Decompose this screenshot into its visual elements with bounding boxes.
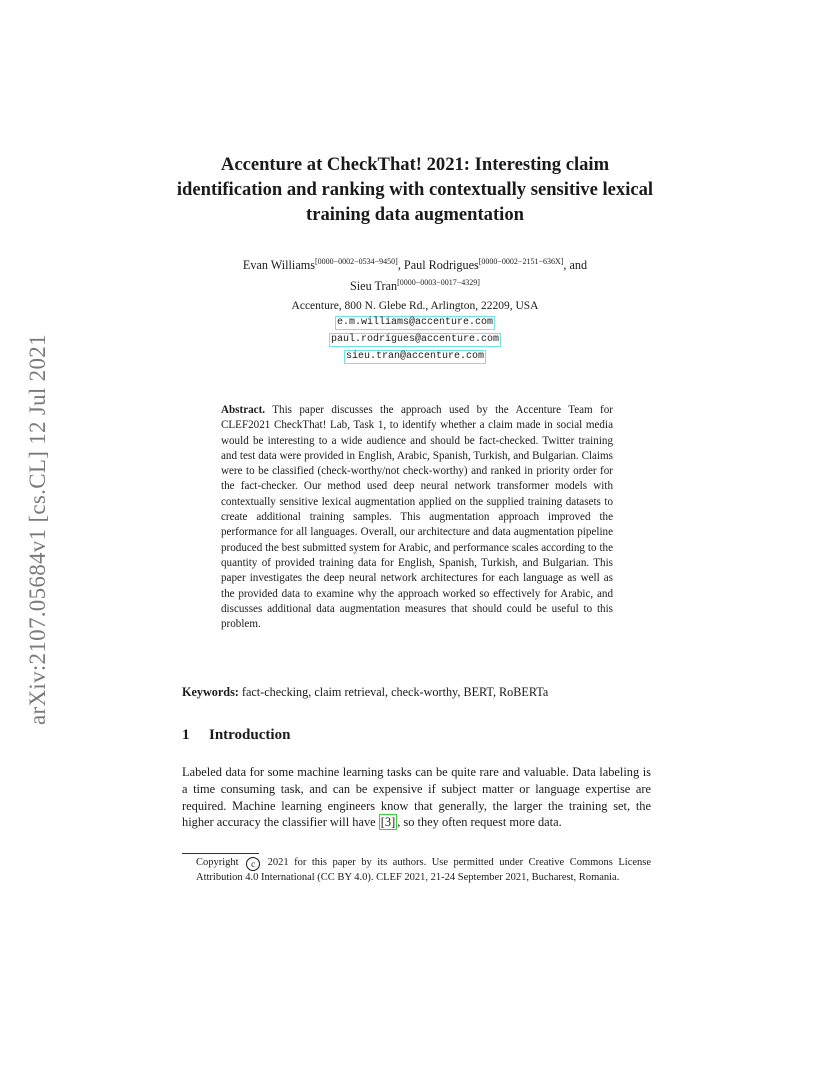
- author-separator: , and: [563, 258, 588, 272]
- orcid-id[interactable]: [0000−0003−0017−4329]: [397, 278, 480, 287]
- affiliation: Accenture, 800 N. Glebe Rd., Arlington, 22209, USA: [291, 300, 539, 312]
- citation-link[interactable]: [3]: [380, 815, 396, 830]
- author-list: [180, 253, 650, 295]
- author-name: Evan Williams: [242, 258, 315, 272]
- email-link[interactable]: e.m.williams@accenture.com: [336, 317, 494, 328]
- author-separator: ,: [397, 258, 404, 272]
- abstract-text: This paper discusses the approach used by the Accenture Team for CLEF2021 CheckThat! Lab, Task 1, to identify whether a claim made in social media would be interesting to a wide audience and should be fact-checked. Twitter training and test data were provided in English, Arabic, Spanish, Turkish, and Bulgarian. Claims were to be classified (check-worthy/not check-worthy) and ranked in priority order for the fact-checker. Our method used deep neural network transformer models with contextually sensitive lexical augmentation applied on the supplied training datasets to create additional training samples. This augmentation approach improved the performance for all languages. Overall, our architecture and data augmentation pipeline produced the best submitted system for Arabic, and performance scales according to the quantity of provided training data for English, Spanish, Turkish, and Bulgarian. This paper investigates the deep neural network architectures for each language as well as the provided data to examine why the approach worked so effectively for Arabic, and discusses additional data augmentation measures that should could be useful to this problem.: [221, 404, 613, 631]
- abstract-label: Abstract.: [221, 404, 266, 416]
- arxiv-identifier: arXiv:2107.05684v1 [cs.CL] 12 Jul 2021: [25, 334, 50, 726]
- author-name: Sieu Tran: [350, 279, 398, 293]
- orcid-id[interactable]: [0000−0002−0534−9450]: [314, 257, 398, 266]
- orcid-id[interactable]: [0000−0002−2151−636X]: [478, 257, 564, 266]
- footnote-rule: [182, 853, 259, 854]
- author-name: Paul Rodrigues: [403, 258, 479, 272]
- paper-title: Accenture at CheckThat! 2021: Interesting claim identification and ranking with contextually sensitive lexical training data augmentation: [176, 154, 654, 225]
- keywords-label: Keywords:: [182, 685, 239, 699]
- footnote: [196, 856, 651, 886]
- section-heading: [182, 727, 290, 744]
- copyright-icon: c: [246, 857, 260, 871]
- keywords: [182, 684, 652, 700]
- email-link[interactable]: sieu.tran@accenture.com: [345, 351, 485, 362]
- intro-text: Labeled data for some machine learning tasks can be quite rare and valuable. Data labeling is a time consuming task, and can be expensive if subject matter or language expertise are required. Machine learning engineers know that generally, the larger the training set, the higher accuracy the classifier will have: [182, 765, 651, 830]
- section-title: Introduction: [209, 727, 291, 743]
- keywords-text: fact-checking, claim retrieval, check-worthy, BERT, RoBERTa: [241, 685, 549, 699]
- footnote-prefix: Copyright: [196, 857, 239, 868]
- footnote-text: 2021 for this paper by its authors. Use permitted under Creative Commons License Attribution 4.0 International (CC BY 4.0). CLEF 2021, 21-24 September 2021, Bucharest, Romania.: [196, 857, 652, 883]
- abstract: [221, 403, 613, 632]
- affiliation-block: [180, 299, 650, 365]
- intro-text: , so they often request more data.: [397, 815, 562, 830]
- intro-paragraph: [182, 764, 651, 831]
- email-link[interactable]: paul.rodrigues@accenture.com: [330, 334, 500, 345]
- section-number: 1: [182, 727, 190, 743]
